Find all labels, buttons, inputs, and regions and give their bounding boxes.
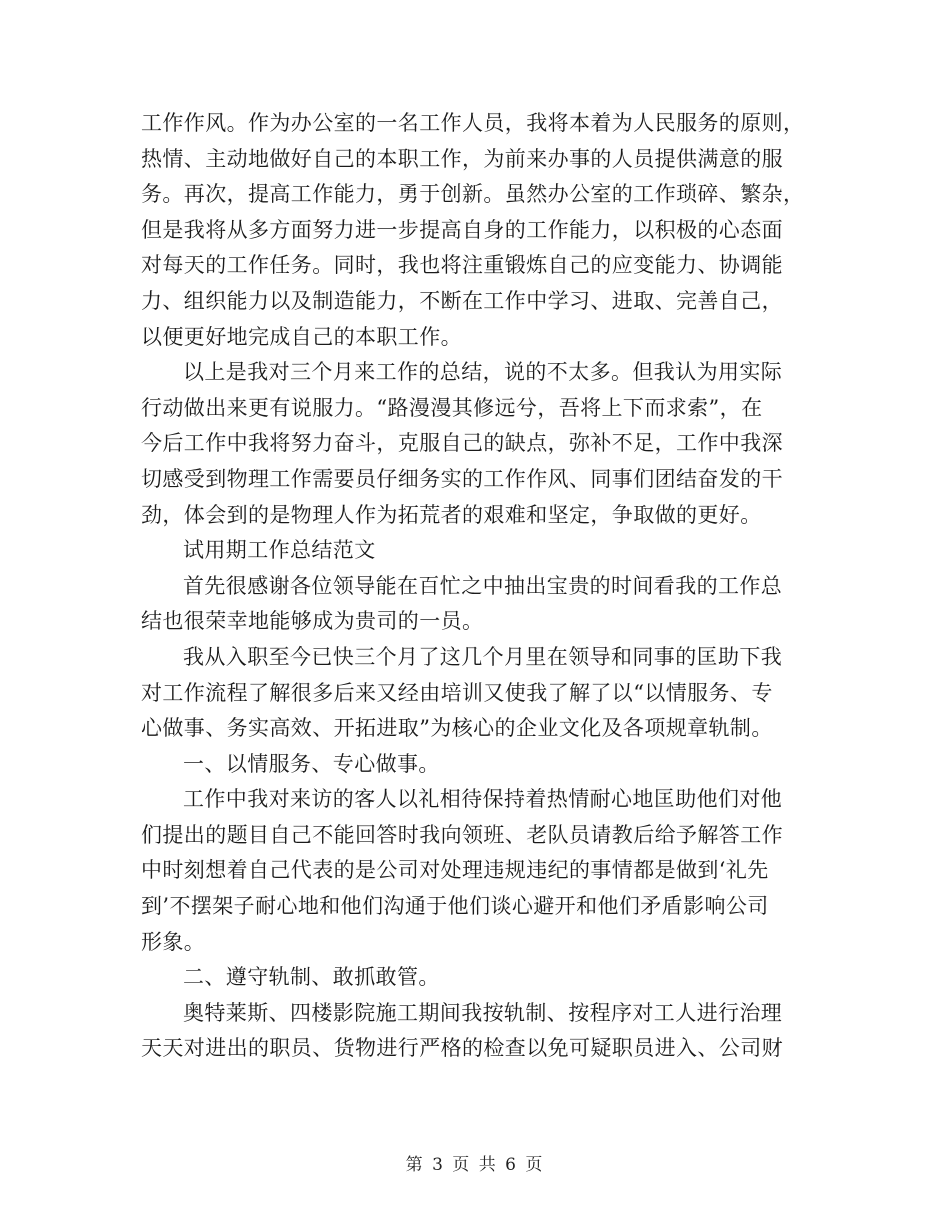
text-line: 劲，体会到的是物理人作为拓荒者的艰难和坚定，争取做的更好。 <box>141 502 762 527</box>
text-line: 但是我将从多方面努力进一步提高自身的工作能力，以积极的心态面 <box>141 217 783 242</box>
text-line: 们提出的题目自己不能回答时我向领班、老队员请教后给予解答工作 <box>141 822 783 847</box>
text-line: 力、组织能力以及制造能力，不断在工作中学习、进取、完善自己， <box>141 288 783 313</box>
text-line: 切感受到物理工作需要员仔细务实的工作作风、同事们团结奋发的干 <box>141 466 783 491</box>
text-line: 心做事、务实高效、开拓进取”为核心的企业文化及各项规章轨制。 <box>141 716 773 741</box>
text-line: 形象。 <box>141 929 206 954</box>
text-line: 到’不摆架子耐心地和他们沟通于他们谈心避开和他们矛盾影响公司 <box>141 894 769 919</box>
text-line: 二、遵守轨制、敢抓敢管。 <box>183 965 440 990</box>
text-line: 一、以情服务、专心做事。 <box>183 751 440 776</box>
text-line: 工作作风。作为办公室的一名工作人员，我将本着为人民服务的原则， <box>141 111 805 135</box>
text-line: 首先很感谢各位领导能在百忙之中抽出宝贵的时间看我的工作总 <box>183 573 783 598</box>
text-line: 以上是我对三个月来工作的总结，说的不太多。但我认为用实际 <box>183 360 783 385</box>
text-line: 行动做出来更有说服力。“路漫漫其修远兮，吾将上下而求索”，在 <box>141 395 763 420</box>
text-line: 务。再次，提高工作能力，勇于创新。虽然办公室的工作琐碎、繁杂， <box>141 182 805 207</box>
text-line: 结也很荣幸地能够成为贵司的一员。 <box>141 609 484 634</box>
text-line: 以便更好地完成自己的本职工作。 <box>141 324 462 349</box>
text-line: 今后工作中我将努力奋斗，克服自己的缺点，弥补不足，工作中我深 <box>141 431 783 456</box>
text-line: 热情、主动地做好自己的本职工作，为前来办事的人员提供满意的服 <box>141 146 783 171</box>
text-line: 对每天的工作任务。同时，我也将注重锻炼自己的应变能力、协调能 <box>141 253 783 278</box>
text-line: 天天对进出的职员、货物进行严格的检查以免可疑职员进入、公司财 <box>141 1036 783 1061</box>
text-line: 对工作流程了解很多后来又经由培训又使我了解了以“以情服务、专 <box>141 680 773 705</box>
text-line: 奥特莱斯、四楼影院施工期间我按轨制、按程序对工人进行治理 <box>183 1000 783 1025</box>
text-line: 我从入职至今已快三个月了这几个月里在领导和同事的匡助下我 <box>183 644 783 669</box>
document-body <box>141 106 805 1067</box>
text-line: 工作中我对来访的客人以礼相待保持着热情耐心地匡助他们对他 <box>183 787 783 812</box>
page-footer <box>0 1150 950 1175</box>
text-line: 试用期工作总结范文 <box>183 538 376 563</box>
text-line: 中时刻想着自己代表的是公司对处理违规违纪的事情都是做到‘礼先 <box>141 858 769 883</box>
page-number-label: 第 3 页 共 6 页 <box>405 1155 545 1175</box>
